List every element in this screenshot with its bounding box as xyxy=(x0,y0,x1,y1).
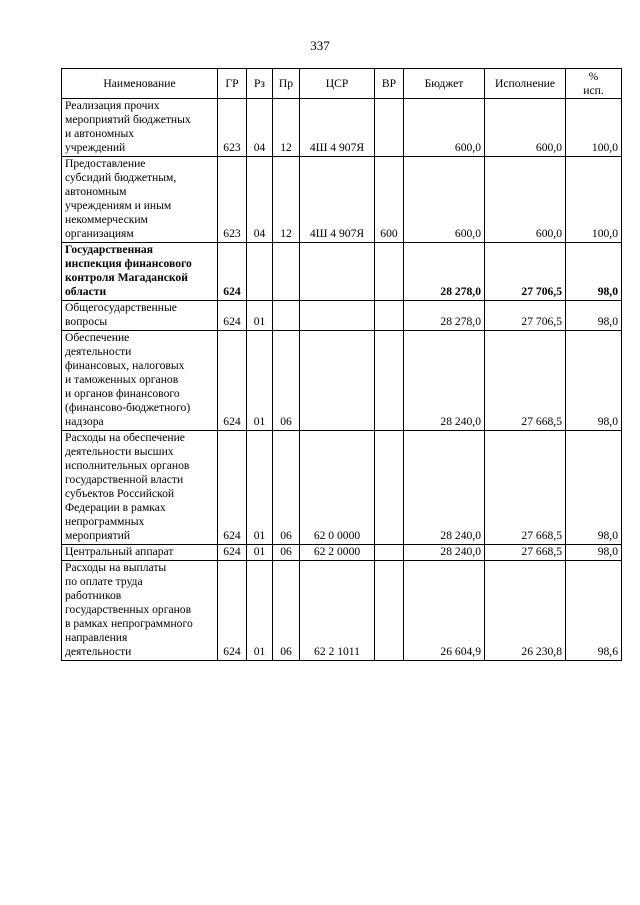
row-name-line: деятельности высших xyxy=(65,445,174,458)
table-body xyxy=(62,99,622,661)
header-rz: Рз xyxy=(247,69,273,99)
row-name xyxy=(62,99,218,157)
row-name xyxy=(62,561,218,661)
row-budget: 600,0 xyxy=(404,157,485,243)
row-name-line: государственной власти xyxy=(65,473,184,486)
row-rz: 01 xyxy=(247,301,273,331)
row-execution: 27 668,5 xyxy=(485,331,566,431)
row-execution: 26 230,8 xyxy=(485,561,566,661)
row-name-line: и таможенных органов xyxy=(65,373,179,386)
budget-execution-table xyxy=(61,68,622,661)
header-name: Наименование xyxy=(62,69,218,99)
row-name-line: Предоставление xyxy=(65,157,146,170)
row-name-line: деятельности xyxy=(65,345,132,358)
row-budget: 600,0 xyxy=(404,99,485,157)
row-gr: 624 xyxy=(218,545,247,561)
row-name-line: надзора xyxy=(65,415,104,428)
row-csr: 4Ш 4 907Я xyxy=(300,157,375,243)
row-rz: 04 xyxy=(247,99,273,157)
row-execution: 27 668,5 xyxy=(485,545,566,561)
row-name-line: исполнительных органов xyxy=(65,459,190,472)
table-row xyxy=(62,99,622,157)
row-name-line: субсидий бюджетным, xyxy=(65,171,177,184)
row-name-line: субъектов Российской xyxy=(65,487,175,500)
row-csr: 62 0 0000 xyxy=(300,431,375,545)
row-budget: 28 278,0 xyxy=(404,243,485,301)
row-vr xyxy=(375,561,404,661)
row-name xyxy=(62,331,218,431)
row-budget: 28 240,0 xyxy=(404,545,485,561)
row-name-line: автономным xyxy=(65,185,127,198)
row-name-line: учреждениям и иным xyxy=(65,199,172,212)
row-name-line: Общегосударственные xyxy=(65,301,177,314)
row-vr xyxy=(375,243,404,301)
row-gr: 624 xyxy=(218,243,247,301)
header-vr: ВР xyxy=(375,69,404,99)
table-row xyxy=(62,157,622,243)
row-vr xyxy=(375,99,404,157)
row-csr: 62 2 1011 xyxy=(300,561,375,661)
row-name xyxy=(62,301,218,331)
table-row xyxy=(62,243,622,301)
row-pr: 06 xyxy=(273,561,300,661)
row-name-line: финансовых, налоговых xyxy=(65,359,185,372)
row-name-line: и автономных xyxy=(65,127,135,140)
row-gr: 623 xyxy=(218,99,247,157)
row-budget: 28 278,0 xyxy=(404,301,485,331)
row-budget: 28 240,0 xyxy=(404,431,485,545)
row-pr xyxy=(273,243,300,301)
row-pr: 06 xyxy=(273,545,300,561)
row-vr xyxy=(375,431,404,545)
row-csr: 4Ш 4 907Я xyxy=(300,99,375,157)
row-gr: 624 xyxy=(218,301,247,331)
row-execution: 27 668,5 xyxy=(485,431,566,545)
row-execution: 600,0 xyxy=(485,99,566,157)
row-rz: 01 xyxy=(247,331,273,431)
row-gr: 624 xyxy=(218,561,247,661)
table-row xyxy=(62,431,622,545)
row-execution: 27 706,5 xyxy=(485,301,566,331)
row-name-line: организациям xyxy=(65,227,134,240)
row-pr: 06 xyxy=(273,331,300,431)
row-rz: 04 xyxy=(247,157,273,243)
page-number: 337 xyxy=(310,38,330,53)
row-name-line: Обеспечение xyxy=(65,331,130,344)
row-budget: 28 240,0 xyxy=(404,331,485,431)
row-name-line: Федерации в рамках xyxy=(65,501,166,514)
table-row xyxy=(62,545,622,561)
row-name-line: Центральный аппарат xyxy=(65,545,174,558)
row-name-line: Реализация прочих xyxy=(65,99,160,112)
header-percent-label: исп. xyxy=(583,83,604,97)
table-row xyxy=(62,301,622,331)
row-percent: 98,0 xyxy=(566,545,622,561)
row-name-line: деятельности xyxy=(65,645,132,658)
row-gr: 624 xyxy=(218,431,247,545)
row-name-line: направления xyxy=(65,631,128,644)
row-name-line: непрограммных xyxy=(65,515,145,528)
row-execution: 600,0 xyxy=(485,157,566,243)
row-name xyxy=(62,431,218,545)
header-budget: Бюджет xyxy=(404,69,485,99)
row-gr: 624 xyxy=(218,331,247,431)
header-execution: Исполнение xyxy=(485,69,566,99)
row-csr xyxy=(300,301,375,331)
row-pr: 06 xyxy=(273,431,300,545)
row-name-line: инспекция финансового xyxy=(65,257,192,270)
row-percent: 100,0 xyxy=(566,99,622,157)
row-vr xyxy=(375,331,404,431)
row-rz xyxy=(247,243,273,301)
row-execution: 27 706,5 xyxy=(485,243,566,301)
row-percent: 98,6 xyxy=(566,561,622,661)
row-rz: 01 xyxy=(247,545,273,561)
row-pr xyxy=(273,301,300,331)
row-name-line: работников xyxy=(65,589,122,602)
row-vr: 600 xyxy=(375,157,404,243)
row-vr xyxy=(375,301,404,331)
header-csr: ЦСР xyxy=(300,69,375,99)
row-name-line: Расходы на обеспечение xyxy=(65,431,185,444)
row-name-line: области xyxy=(65,285,107,298)
header-gr: ГР xyxy=(218,69,247,99)
row-name-line: мероприятий xyxy=(65,529,131,542)
row-rz: 01 xyxy=(247,561,273,661)
row-name-line: (финансово-бюджетного) xyxy=(65,401,191,414)
row-name-line: некоммерческим xyxy=(65,213,148,226)
row-name-line: вопросы xyxy=(65,315,108,328)
header-percent xyxy=(566,69,622,99)
table-row xyxy=(62,561,622,661)
table-row xyxy=(62,331,622,431)
row-percent: 98,0 xyxy=(566,301,622,331)
row-name-line: государственных органов xyxy=(65,603,192,616)
row-name-line: Государственная xyxy=(65,243,153,256)
row-name xyxy=(62,243,218,301)
row-name-line: по оплате труда xyxy=(65,575,143,588)
row-name-line: мероприятий бюджетных xyxy=(65,113,191,126)
row-percent: 100,0 xyxy=(566,157,622,243)
row-name-line: в рамках непрограммного xyxy=(65,617,193,630)
row-csr: 62 2 0000 xyxy=(300,545,375,561)
row-pr: 12 xyxy=(273,99,300,157)
row-rz: 01 xyxy=(247,431,273,545)
row-name-line: и органов финансового xyxy=(65,387,180,400)
row-percent: 98,0 xyxy=(566,331,622,431)
header-pr: Пр xyxy=(273,69,300,99)
row-percent: 98,0 xyxy=(566,243,622,301)
row-csr xyxy=(300,331,375,431)
row-vr xyxy=(375,545,404,561)
row-budget: 26 604,9 xyxy=(404,561,485,661)
row-gr: 623 xyxy=(218,157,247,243)
row-percent: 98,0 xyxy=(566,431,622,545)
row-csr xyxy=(300,243,375,301)
row-name xyxy=(62,545,218,561)
row-name-line: Расходы на выплаты xyxy=(65,561,167,574)
header-percent-sign: % xyxy=(588,69,599,83)
row-name xyxy=(62,157,218,243)
table-header-row xyxy=(62,69,622,99)
row-name-line: учреждений xyxy=(65,141,126,154)
row-name-line: контроля Магаданской xyxy=(65,271,188,284)
row-pr: 12 xyxy=(273,157,300,243)
